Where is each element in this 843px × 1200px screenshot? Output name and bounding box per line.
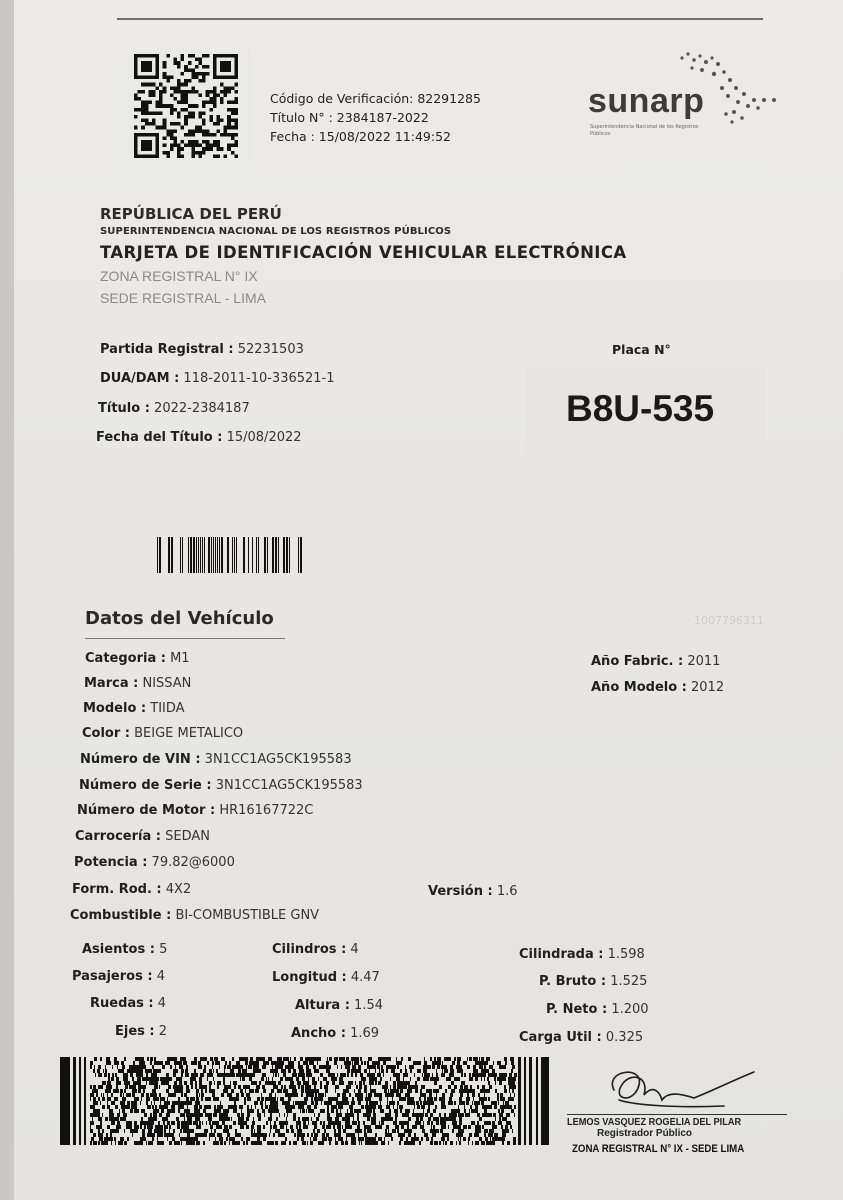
asientos-row (82, 942, 167, 957)
anio-fabricacion-row (591, 654, 720, 669)
fecha-titulo-label: Fecha del Título : (96, 430, 223, 445)
carroceria-value: SEDAN (165, 829, 210, 844)
modelo-label: Modelo : (83, 701, 147, 716)
anio-modelo-value: 2012 (691, 680, 725, 695)
ancho-label: Ancho : (291, 1026, 346, 1041)
peso-bruto-row (539, 974, 647, 989)
potencia-value: 79.82@6000 (151, 855, 235, 870)
vin-row (80, 752, 352, 767)
cilindros-value: 4 (350, 942, 359, 957)
altura-label: Altura : (295, 998, 350, 1013)
motor-value: HR16167722C (219, 803, 314, 818)
ejes-label: Ejes : (115, 1024, 155, 1039)
vin-value: 3N1CC1AG5CK195583 (204, 752, 352, 767)
version-label: Versión : (428, 884, 493, 899)
version-value: 1.6 (496, 884, 518, 899)
marca-row (84, 676, 191, 691)
titulo-label: Título : (98, 401, 150, 416)
formrod-value: 4X2 (165, 882, 192, 897)
pasajeros-row (72, 969, 165, 984)
cilindrada-row (519, 947, 645, 962)
registrar-name: LEMOS VASQUEZ ROGELIA DEL PILAR (567, 1117, 742, 1128)
barcode-small (157, 537, 303, 573)
marca-label: Marca : (84, 676, 139, 691)
verification-title-number: Título N° : 2384187-2022 (270, 110, 429, 125)
serie-row (79, 778, 363, 793)
carga-util-label: Carga Util : (519, 1030, 602, 1045)
motor-row (77, 803, 313, 818)
signature-icon (574, 1060, 794, 1120)
partida-value: 52231503 (237, 342, 304, 357)
potencia-row (74, 855, 235, 870)
peso-neto-value: 1.200 (611, 1002, 649, 1017)
partida-label: Partida Registral : (100, 342, 234, 357)
version-row (428, 884, 518, 899)
document-title: TARJETA DE IDENTIFICACIÓN VEHICULAR ELECTRÓNICA (100, 243, 627, 262)
anio-fabricacion-label: Año Fabric. : (591, 654, 684, 669)
cilindros-row (272, 942, 359, 957)
motor-label: Número de Motor : (77, 803, 216, 818)
verification-block (270, 89, 481, 146)
plate-label: Placa N° (612, 342, 671, 357)
ruedas-label: Ruedas : (90, 996, 154, 1011)
carroceria-row (75, 829, 210, 844)
vin-label: Número de VIN : (80, 752, 201, 767)
altura-row (295, 998, 383, 1013)
cilindrada-value: 1.598 (607, 947, 645, 962)
asientos-label: Asientos : (82, 942, 155, 957)
qr-code (122, 50, 250, 162)
peso-bruto-label: P. Bruto : (539, 974, 607, 989)
registrar-role: Registrador Público (597, 1128, 693, 1139)
zone-heading: ZONA REGISTRAL N° IX (100, 268, 258, 284)
marca-value: NISSAN (142, 676, 192, 691)
modelo-value: TIIDA (150, 701, 185, 716)
formrod-label: Form. Rod. : (72, 882, 162, 897)
altura-value: 1.54 (354, 998, 383, 1013)
barcode-large (60, 1057, 550, 1145)
section-title: Datos del Vehículo (85, 608, 274, 629)
signature-rule (567, 1114, 787, 1115)
dua-label: DUA/DAM : (100, 371, 180, 386)
ruedas-row (90, 996, 166, 1011)
cilindros-label: Cilindros : (272, 942, 347, 957)
formrod-row (72, 882, 191, 897)
peso-neto-label: P. Neto : (546, 1002, 608, 1017)
anio-modelo-row (591, 680, 724, 695)
fecha-titulo-row (96, 430, 302, 445)
fecha-titulo-value: 15/08/2022 (226, 430, 302, 445)
potencia-label: Potencia : (74, 855, 148, 870)
cilindrada-label: Cilindrada : (519, 947, 604, 962)
anio-fabricacion-value: 2011 (687, 654, 721, 669)
dua-value: 118-2011-10-336521-1 (183, 371, 335, 386)
sunarp-logo (574, 48, 784, 148)
combustible-label: Combustible : (70, 908, 172, 923)
partida-row (100, 342, 304, 357)
logo-wordmark: sunarp (588, 82, 705, 120)
titulo-row (98, 401, 250, 416)
plate-number: B8U-535 (566, 388, 715, 429)
color-row (82, 726, 243, 741)
ejes-row (115, 1024, 167, 1039)
ruedas-value: 4 (157, 996, 167, 1011)
pasajeros-value: 4 (156, 969, 165, 984)
asientos-value: 5 (159, 942, 168, 957)
anio-modelo-label: Año Modelo : (591, 680, 687, 695)
verification-code: Código de Verificación: 82291285 (270, 91, 481, 106)
categoria-row (85, 651, 190, 666)
document-page (14, 0, 843, 1200)
modelo-row (83, 701, 185, 716)
titulo-value: 2022-2384187 (154, 401, 250, 416)
combustible-row (70, 908, 319, 923)
registrar-zone: ZONA REGISTRAL N° IX - SEDE LIMA (572, 1143, 745, 1155)
ancho-value: 1.69 (350, 1026, 380, 1041)
peso-neto-row (546, 1002, 649, 1017)
dua-row (100, 371, 335, 386)
longitud-value: 4.47 (350, 970, 380, 985)
agency-heading: SUPERINTENDENCIA NACIONAL DE LOS REGISTROS PÚBLICOS (100, 226, 452, 237)
pasajeros-label: Pasajeros : (72, 969, 153, 984)
serie-label: Número de Serie : (79, 778, 212, 793)
serie-value: 3N1CC1AG5CK195583 (215, 778, 363, 793)
ghost-number: 1007796311 (694, 614, 764, 627)
color-label: Color : (82, 726, 130, 741)
carroceria-label: Carrocería : (75, 829, 161, 844)
country-heading: REPÚBLICA DEL PERÚ (100, 205, 282, 223)
verification-date: Fecha : 15/08/2022 11:49:52 (270, 129, 451, 144)
logo-subtitle: Superintendencia Nacional de los Registros Públicos (590, 124, 699, 137)
top-rule (117, 18, 763, 20)
section-underline (85, 638, 285, 639)
longitud-label: Longitud : (272, 970, 347, 985)
color-value: BEIGE METALICO (134, 726, 244, 741)
combustible-value: BI-COMBUSTIBLE GNV (175, 908, 320, 923)
carga-util-row (519, 1030, 643, 1045)
carga-util-value: 0.325 (605, 1030, 644, 1045)
categoria-label: Categoria : (85, 651, 166, 666)
ejes-value: 2 (158, 1024, 168, 1039)
categoria-value: M1 (170, 651, 190, 666)
longitud-row (272, 970, 380, 985)
office-heading: SEDE REGISTRAL - LIMA (100, 290, 266, 306)
peso-bruto-value: 1.525 (610, 974, 648, 989)
ancho-row (291, 1026, 379, 1041)
